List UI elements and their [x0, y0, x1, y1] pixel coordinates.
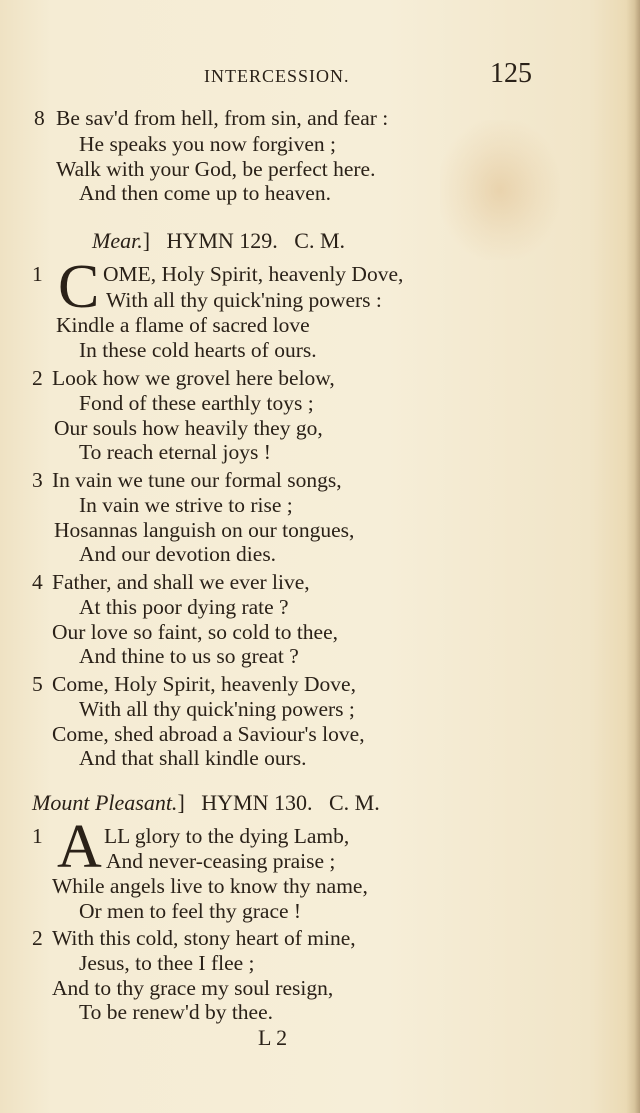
hymn-heading	[92, 230, 345, 252]
verse-number: 2	[32, 926, 43, 950]
signature-mark: L 2	[258, 1025, 288, 1050]
verse-line: Walk with your God, be perfect here.	[56, 157, 376, 181]
verse-number: 1	[32, 262, 43, 286]
tune-name: Mount Pleasant.	[32, 790, 178, 815]
verse-line: OME, Holy Spirit, heavenly Dove,	[103, 262, 404, 286]
verse-line: At this poor dying rate ?	[79, 595, 289, 619]
verse-line: And our devotion dies.	[79, 542, 277, 566]
tune-bracket: ]	[177, 790, 185, 815]
running-header: INTERCESSION.	[204, 66, 350, 86]
verse-line: To reach eternal joys !	[79, 440, 271, 464]
verse-line: Hosannas languish on our tongues,	[54, 518, 355, 542]
drop-capital: C	[58, 253, 100, 321]
verse-number: 2	[32, 366, 43, 390]
verse-line: And to thy grace my soul resign,	[52, 976, 334, 1000]
hymn-heading	[32, 792, 380, 814]
tune-name: Mear.	[92, 228, 143, 253]
drop-capital: A	[57, 813, 102, 881]
hymn-meter: C. M.	[294, 228, 346, 253]
verse-line: With all thy quick'ning powers ;	[79, 697, 355, 721]
verse-line: Our love so faint, so cold to thee,	[52, 620, 339, 644]
verse-line: In these cold hearts of ours.	[79, 338, 317, 362]
verse-line: And that shall kindle ours.	[79, 746, 307, 770]
verse-line: To be renew'd by thee.	[79, 1000, 274, 1024]
page-number: 125	[490, 58, 532, 89]
verse-line: In vain we strive to rise ;	[79, 493, 293, 517]
verse-number: 1	[32, 824, 43, 848]
verse-number: 8	[34, 106, 45, 130]
verse-line: While angels live to know thy name,	[52, 874, 368, 898]
verse-line: Or men to feel thy grace !	[79, 899, 302, 923]
verse-line: Father, and shall we ever live,	[52, 570, 310, 594]
verse-line: With all thy quick'ning powers :	[106, 288, 382, 312]
verse-line: Come, shed abroad a Saviour's love,	[52, 722, 365, 746]
verse-line: Fond of these earthly toys ;	[79, 391, 314, 415]
verse-line: LL glory to the dying Lamb,	[104, 824, 350, 848]
verse-number: 5	[32, 672, 43, 696]
verse-line: And then come up to heaven.	[79, 181, 331, 205]
hymn-title: HYMN 130.	[201, 790, 313, 815]
hymn-title: HYMN 129.	[166, 228, 278, 253]
verse-line: In vain we tune our formal songs,	[52, 468, 342, 492]
verse-line: With this cold, stony heart of mine,	[52, 926, 356, 950]
verse-line: Our souls how heavily they go,	[54, 416, 323, 440]
verse-line: Be sav'd from hell, from sin, and fear :	[56, 106, 389, 130]
verse-number: 3	[32, 468, 43, 492]
verse-line: Come, Holy Spirit, heavenly Dove,	[52, 672, 356, 696]
verse-line: And never-ceasing praise ;	[106, 849, 336, 873]
verse-line: Jesus, to thee I flee ;	[79, 951, 255, 975]
verse-line: He speaks you now forgiven ;	[79, 132, 336, 156]
verse-line: Look how we grovel here below,	[52, 366, 335, 390]
hymn-meter: C. M.	[329, 790, 380, 815]
page-edge-shadow	[626, 0, 640, 1113]
verse-number: 4	[32, 570, 43, 594]
verse-line: Kindle a flame of sacred love	[56, 313, 310, 337]
tune-bracket: ]	[142, 228, 151, 253]
verse-line: And thine to us so great ?	[79, 644, 299, 668]
paper-stain	[440, 120, 560, 260]
